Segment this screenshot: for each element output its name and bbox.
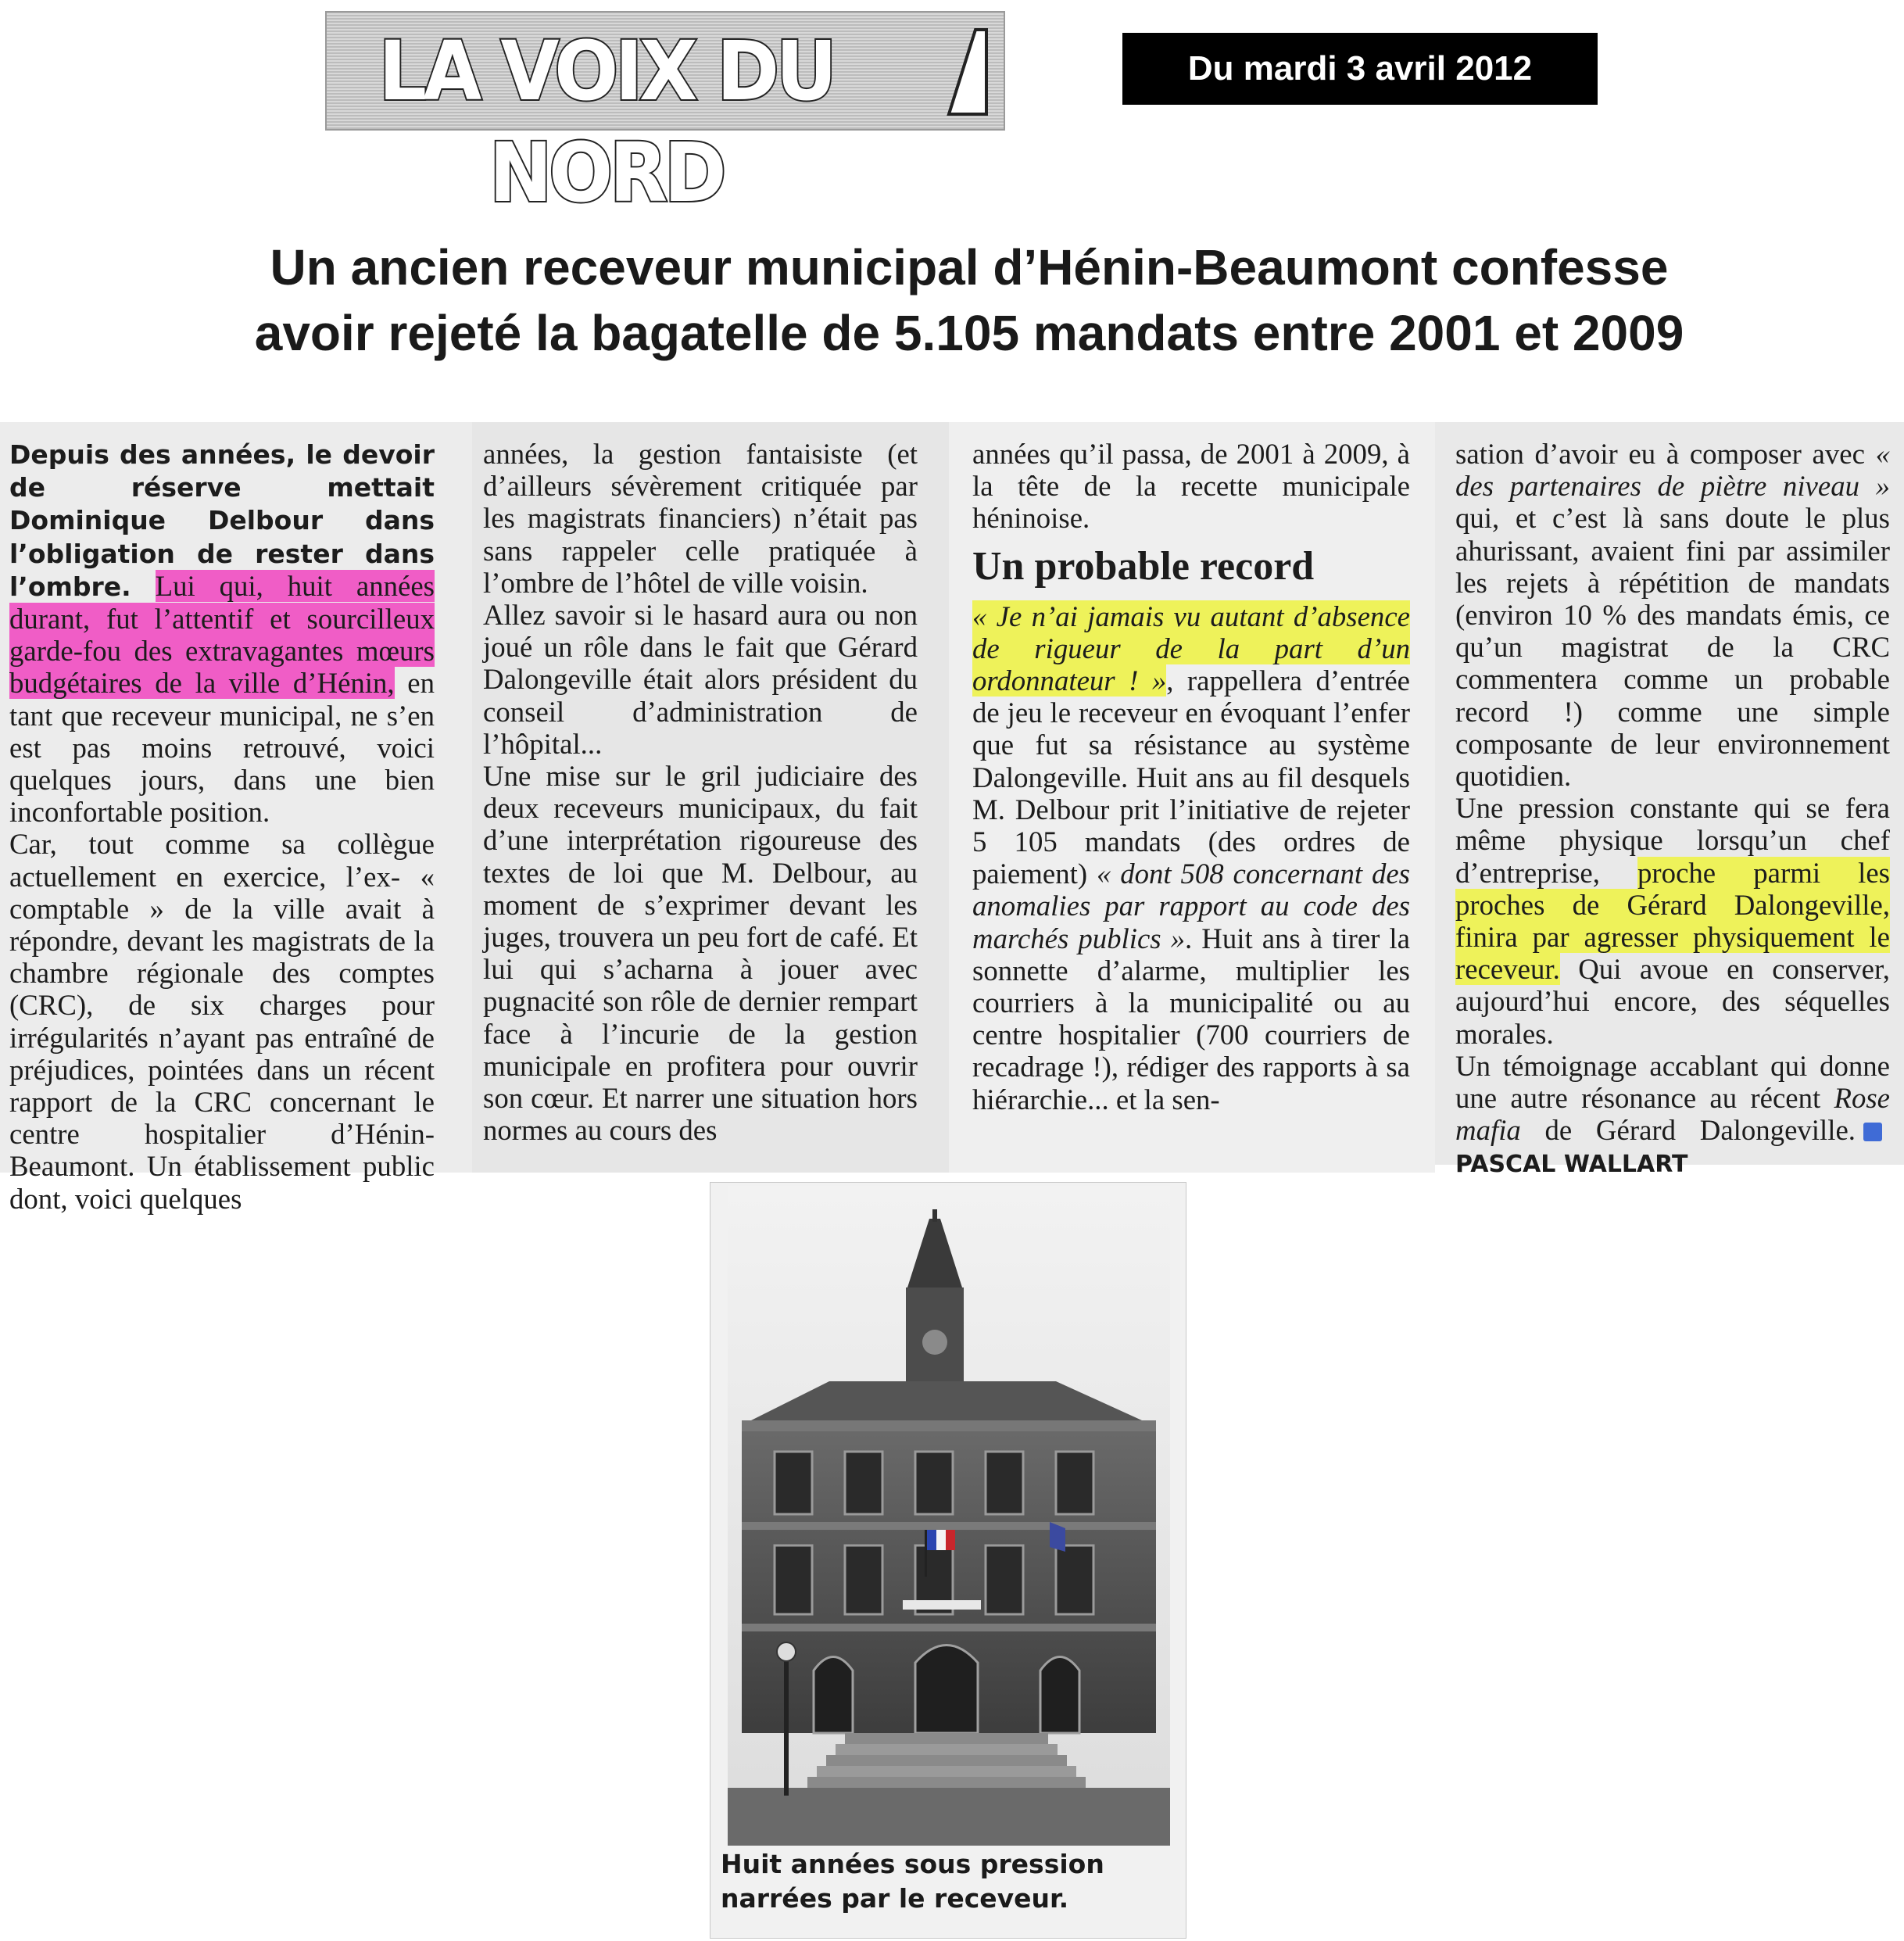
column-1-text: en tant que receveur municipal, ne s’en est pas moins retrouvé, voici quelques jours, dans une bien inconfortable position. [9, 667, 435, 829]
column-4-paragraph-2: Une pression constante qui se fera même physique lorsqu’un chef d’entreprise, [1455, 792, 1890, 889]
column-3-quote: « dont 508 concernant des anomalies par rapport au code des marchés publics » [972, 858, 1410, 954]
column-3-text: , rappellera d’entrée de jeu le receveur en évoquant l’enfer que fut sa résistance au système Dalongeville. Huit ans au fil desquels M. Delbour prit l’initiative de rejeter 5 105 mandats (des ordres de paiement) [972, 664, 1410, 890]
column-2-paragraph-3: Une mise sur le gril judiciaire des deux receveurs municipaux, du fait d’une interprétation rigoureuse des textes de loi que M. Delbour, au moment de s’exprimer devant les juges, trouvera un peu fort de café. Et lui qui s’acharna à jouer avec pugnacité son rôle de dernier rempart face à l’incurie de la gestion municipale en profitera pour ouvrir son cœur. Et narrer une situation hors normes au cours des [483, 760, 918, 1147]
article-column-1 [9, 438, 435, 1215]
book-title: Rose mafia [1455, 1082, 1890, 1147]
masthead-title: LA VOIX DU NORD [378, 23, 834, 220]
yellow-highlighted-text: proche parmi les proches de Gérard Dalongeville, finira par agresser physiquement le receveur. [1455, 856, 1891, 986]
headline-line-1: Un ancien receveur municipal d’Hénin-Beaumont confesse [270, 239, 1669, 295]
article-headline [109, 235, 1829, 366]
column-3-paragraph-1: années qu’il passa, de 2001 à 2009, à la tête de la recette municipale héninoise. [972, 438, 1410, 535]
column-4-quote: « des partenaires de piètre niveau » [1455, 438, 1890, 503]
town-hall-photo [728, 1186, 1170, 1846]
column-4-text-2: qui, et c’est là sans doute le plus ahurissant, avaient fini par assimiler les rejets à répétition de mandats (environ 10 % des mandats émis, ce qu’un magistrat de la CRC commentera comme un probable record !) comme une simple composante de leur environnement quotidien. [1455, 502, 1890, 793]
article-column-4 [1455, 438, 1891, 1179]
author-byline: PASCAL WALLART [1455, 1151, 1688, 1179]
article-column-3 [972, 438, 1410, 1165]
date-label: Du mardi 3 avril 2012 [1122, 33, 1598, 105]
column-4-text: sation d’avoir eu à composer avec [1455, 438, 1865, 470]
column-3-text-2: . Huit ans à tirer la sonnette d’alarme, multiplier les courriers à la municipalité ou au centre hospitalier (700 courriers de recadrage !), rédiger des rapports à sa hiérarchie... et la sen- [972, 922, 1410, 1116]
byline-square-icon [1863, 1123, 1882, 1141]
pink-highlighted-text: Lui qui, huit années durant, fut l’attentif et sourcilleux garde-fou des extravagantes mœurs budgétaires de la ville d’Hénin, [9, 569, 435, 700]
column-4-paragraph-3: Un témoignage accablant qui donne une autre résonance au récent [1455, 1049, 1890, 1115]
photo-frame [710, 1182, 1186, 1939]
section-subhead: Un probable record [972, 543, 1315, 589]
masthead-slash-icon [941, 28, 988, 116]
column-1-paragraph-2: Car, tout comme sa collègue actuellement en exercice, l’ex- « comptable » de la ville avait à répondre, devant les magistrats de la chambre régionale des comptes (CRC), de six charges pour irrégularités n’ayant pas entraîné de préjudices, pointées dans un récent rapport de la CRC concernant le centre hospitalier d’Hénin-Beaumont. Un établissement public dont, voici quelques [9, 828, 435, 1215]
article-column-2 [483, 438, 918, 1165]
caption-line-2: narrées par le receveur. [721, 1883, 1069, 1914]
column-4-paragraph-2b: Qui avoue en conserver, aujourd’hui encore, des séquelles morales. [1455, 953, 1890, 1050]
yellow-highlighted-quote: « Je n’ai jamais vu autant d’absence de rigueur de la part d’un ordonnateur ! » [972, 600, 1410, 697]
caption-line-1: Huit années sous pression [721, 1849, 1104, 1879]
headline-line-2: avoir rejeté la bagatelle de 5.105 mandats entre 2001 et 2009 [254, 305, 1684, 361]
article-lead: Depuis des années, le devoir de réserve mettait Dominique Delbour dans l’obligation de rester dans l’ombre. [9, 439, 435, 602]
column-4-paragraph-3b: de Gérard Dalongeville. [1544, 1114, 1856, 1147]
photo-caption [721, 1847, 1158, 1916]
column-2-paragraph-1: années, la gestion fantaisiste (et d’ailleurs sévèrement critiquée par les magistrats financiers) n’était pas sans rappeler celle pratiquée à l’ombre de l’hôtel de ville voisin. [483, 438, 918, 599]
newspaper-masthead [325, 11, 1005, 220]
column-2-paragraph-2: Allez savoir si le hasard aura ou non joué un rôle dans le fait que Gérard Dalongeville était alors président du conseil d’administration de l’hôpital... [483, 599, 918, 760]
